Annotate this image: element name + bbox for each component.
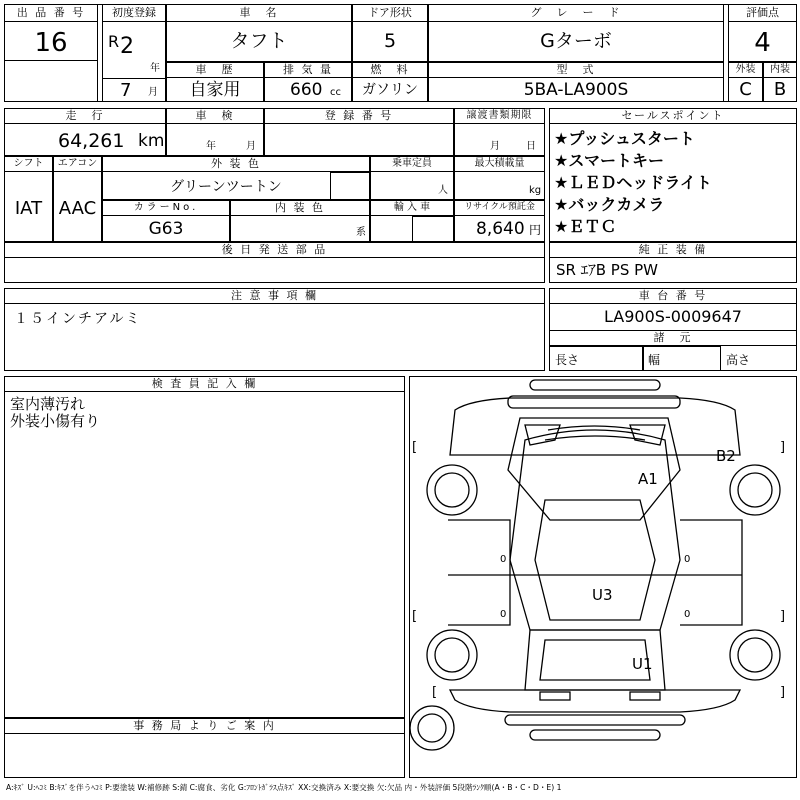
ext-value: C bbox=[739, 79, 752, 100]
mileage-unit: km bbox=[138, 131, 165, 151]
displacement-value: 660 bbox=[290, 80, 323, 100]
inspection-month-unit: 月 bbox=[246, 141, 256, 152]
mileage-label: 走 行 bbox=[65, 109, 105, 122]
ext-label: 外装 bbox=[735, 64, 756, 75]
doors-label: ドア形状 bbox=[368, 6, 412, 19]
equipment-label: 純 正 装 備 bbox=[638, 243, 708, 256]
recycle-unit: 円 bbox=[529, 223, 542, 237]
reg-label: 初度登録 bbox=[112, 6, 156, 19]
bracket: ] bbox=[780, 609, 786, 624]
displacement-label: 排 気 量 bbox=[283, 63, 333, 76]
int-label: 内装 bbox=[770, 64, 790, 75]
score-label: 評価点 bbox=[746, 6, 779, 19]
notes-label: 注 意 事 項 欄 bbox=[231, 289, 318, 302]
notes-value: １５インチアルミ bbox=[14, 311, 142, 327]
plate-label: 登 録 番 号 bbox=[324, 109, 394, 122]
fuel-value: ガソリン bbox=[362, 82, 418, 98]
inspector-label: 検 査 員 記 入 欄 bbox=[151, 377, 258, 390]
sales-point-item: ★スマートキー bbox=[554, 151, 665, 170]
door-mark: 0 bbox=[684, 609, 691, 620]
load-unit: kg bbox=[529, 185, 542, 196]
damage-mark: U3 bbox=[592, 586, 613, 604]
grade-value: Gターボ bbox=[540, 30, 612, 52]
doors-value: 5 bbox=[383, 30, 397, 52]
recycle-value: 8,640 bbox=[476, 219, 525, 239]
int-color-label: 内 装 色 bbox=[275, 201, 325, 214]
model-label: 型 式 bbox=[556, 63, 596, 76]
chassis-label: 車 台 番 号 bbox=[638, 289, 708, 302]
bracket: ] bbox=[780, 440, 786, 455]
score-value: 4 bbox=[754, 28, 771, 58]
sales-points-label: セールスポイント bbox=[621, 109, 725, 122]
sales-point-item: ★ＥＴＣ bbox=[554, 217, 617, 236]
bracket: [ bbox=[432, 685, 438, 700]
dims-length-label: 長さ bbox=[555, 353, 580, 367]
inspector-line: 外装小傷有り bbox=[10, 412, 101, 430]
dims-label: 諸 元 bbox=[653, 331, 693, 344]
transfer-day-unit: 日 bbox=[526, 141, 536, 152]
damage-mark: A1 bbox=[638, 470, 658, 488]
capacity-label: 乗車定員 bbox=[392, 158, 432, 169]
door-mark: 0 bbox=[500, 609, 507, 620]
dims-width-label: 幅 bbox=[648, 353, 661, 367]
ac-label: エアコン bbox=[57, 158, 98, 169]
fuel-label: 燃 料 bbox=[370, 63, 410, 76]
int-color-unit: 系 bbox=[356, 227, 366, 238]
office-label: 事 務 局 よ り ご 案 内 bbox=[133, 719, 276, 732]
lot-number: 16 bbox=[34, 28, 68, 58]
reg-year: 2 bbox=[120, 34, 134, 59]
ac-value: AAC bbox=[58, 198, 97, 219]
damage-mark: B2 bbox=[716, 447, 736, 465]
history-value: 自家用 bbox=[189, 80, 241, 100]
inspector-line: 室内薄汚れ bbox=[10, 395, 86, 413]
transfer-label: 譲渡書類期限 bbox=[466, 110, 533, 121]
bracket: [ bbox=[412, 440, 418, 455]
import-label: 輸 入 車 bbox=[393, 202, 431, 213]
reg-era: R bbox=[108, 32, 120, 51]
mileage-value: 64,261 bbox=[58, 130, 125, 152]
shift-value: IAT bbox=[14, 198, 43, 219]
color-no-label: カラーNo. bbox=[133, 202, 199, 213]
sales-point-item: ★ＬＥＤヘッドライト bbox=[554, 173, 712, 192]
reg-month: 7 bbox=[120, 80, 132, 101]
legend-text: A:ｷｽﾞ U:ﾍｺﾐ B:ｷｽﾞを伴うﾍｺﾐ P:要塗装 W:補修跡 S:錆 C:腐食、劣化 G:ﾌﾛﾝﾄｶﾞﾗｽ点ｷｽﾞ XX:交換済み X:要交換 欠:欠品 内・外装評価 5段階ﾗﾝｸ順(A・B・C・D・E) 1 bbox=[6, 783, 562, 792]
reg-year-unit: 年 bbox=[150, 63, 160, 74]
color-no-value: G63 bbox=[148, 219, 184, 239]
damage-mark: U1 bbox=[632, 655, 653, 673]
chassis-value: LA900S-0009647 bbox=[604, 307, 742, 326]
recycle-label: リサイクル預託金 bbox=[464, 202, 535, 212]
model-value: 5BA-LA900S bbox=[523, 80, 629, 100]
reg-month-unit: 月 bbox=[148, 87, 158, 98]
grade-label: グ レ ー ド bbox=[530, 6, 622, 19]
displacement-unit: cc bbox=[330, 87, 341, 98]
equipment-value: SR ｴｱB PS PW bbox=[556, 261, 658, 279]
bracket: ] bbox=[780, 685, 786, 700]
inspection-label: 車 検 bbox=[195, 109, 235, 122]
color-value: グリーンツートン bbox=[170, 179, 282, 195]
car-name: タフト bbox=[230, 30, 288, 52]
later-parts-label: 後 日 発 送 部 品 bbox=[221, 243, 328, 256]
history-label: 車 歴 bbox=[195, 63, 235, 76]
capacity-unit: 人 bbox=[438, 185, 448, 196]
bracket: [ bbox=[412, 609, 418, 624]
color-label: 外 装 色 bbox=[211, 157, 261, 170]
door-mark: 0 bbox=[684, 554, 691, 565]
dims-height-label: 高さ bbox=[726, 353, 751, 367]
name-label: 車 名 bbox=[239, 6, 279, 19]
int-value: B bbox=[773, 79, 787, 100]
inspection-year-unit: 年 bbox=[206, 141, 216, 152]
load-label: 最大積載量 bbox=[474, 158, 525, 169]
sales-point-item: ★バックカメラ bbox=[554, 195, 665, 214]
door-mark: 0 bbox=[500, 554, 507, 565]
sales-point-item: ★プッシュスタート bbox=[554, 129, 695, 148]
lot-label: 出 品 番 号 bbox=[16, 6, 86, 19]
transfer-month-unit: 月 bbox=[490, 141, 500, 152]
shift-label: シフト bbox=[13, 158, 44, 169]
